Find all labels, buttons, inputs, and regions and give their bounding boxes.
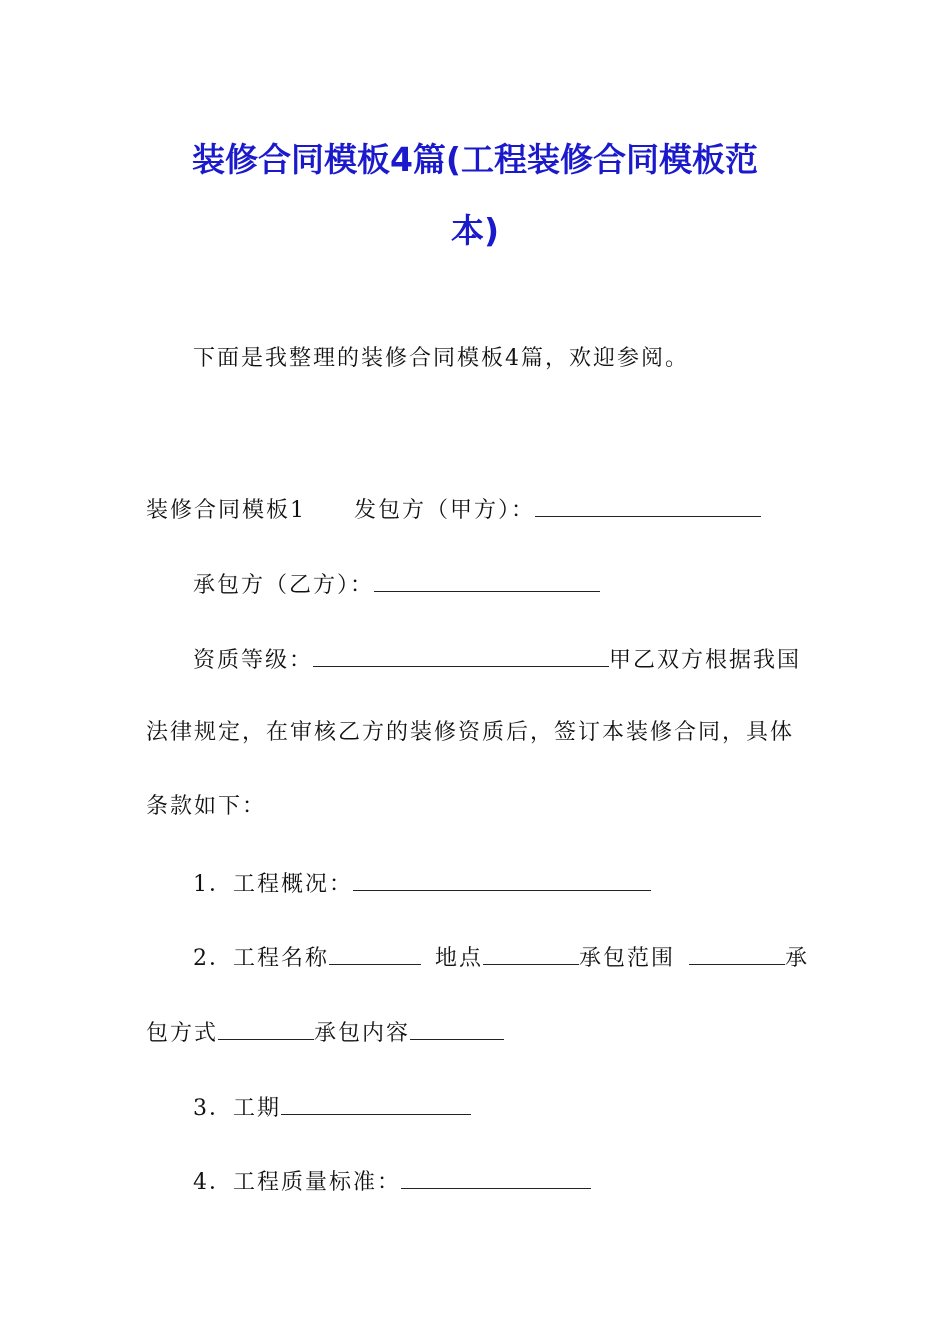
item3-blank	[281, 1092, 471, 1115]
contract-heading: 装修合同模板1	[146, 498, 306, 523]
party-b-blank	[374, 569, 600, 592]
item2-location-blank	[483, 942, 579, 965]
contract-heading-row	[146, 494, 761, 526]
item2-line2-content: 承包内容	[314, 1021, 411, 1046]
item4-blank	[401, 1166, 591, 1189]
qualification-label: 资质等级：	[193, 648, 314, 673]
intro-paragraph: 下面是我整理的装修合同模板4篇，欢迎参阅。	[193, 346, 689, 371]
item2-mode-blank	[218, 1017, 314, 1040]
item3-label: 3．工期	[193, 1096, 281, 1121]
qualification-blank	[313, 644, 609, 667]
agreement-line2: 法律规定，在审核乙方的装修资质后，签订本装修合同，具体	[146, 720, 795, 745]
agreement-line3: 条款如下：	[146, 794, 267, 819]
item1-row	[193, 868, 651, 900]
item2-scope: 承包范围	[579, 946, 676, 971]
agreement-tail: 甲乙双方根据我国	[609, 648, 802, 673]
item4-row	[193, 1166, 591, 1198]
party-b-label: 承包方（乙方）：	[193, 573, 375, 598]
party-a-label: 发包方（甲方）：	[354, 498, 536, 523]
item2-wrap: 承	[785, 946, 810, 971]
item2-line2-mode: 包方式	[146, 1021, 219, 1046]
item2-row	[193, 942, 809, 974]
item2-content-blank	[410, 1017, 504, 1040]
item2-location: 地点	[435, 946, 484, 971]
item2-name: 2．工程名称	[193, 946, 329, 971]
party-b-row	[193, 569, 600, 601]
item1-blank	[353, 868, 651, 891]
qualification-row	[193, 644, 801, 676]
item4-label: 4．工程质量标准：	[193, 1170, 401, 1195]
party-a-blank	[535, 494, 761, 517]
item2-line2-row	[146, 1017, 504, 1049]
item2-scope-blank	[689, 942, 785, 965]
item3-row	[193, 1092, 471, 1124]
item2-name-blank	[329, 942, 421, 965]
document-title-line1: 装修合同模板4篇(工程装修合同模板范	[191, 140, 759, 179]
document-title-line2: 本)	[450, 211, 500, 250]
item1-label: 1．工程概况：	[193, 872, 353, 897]
